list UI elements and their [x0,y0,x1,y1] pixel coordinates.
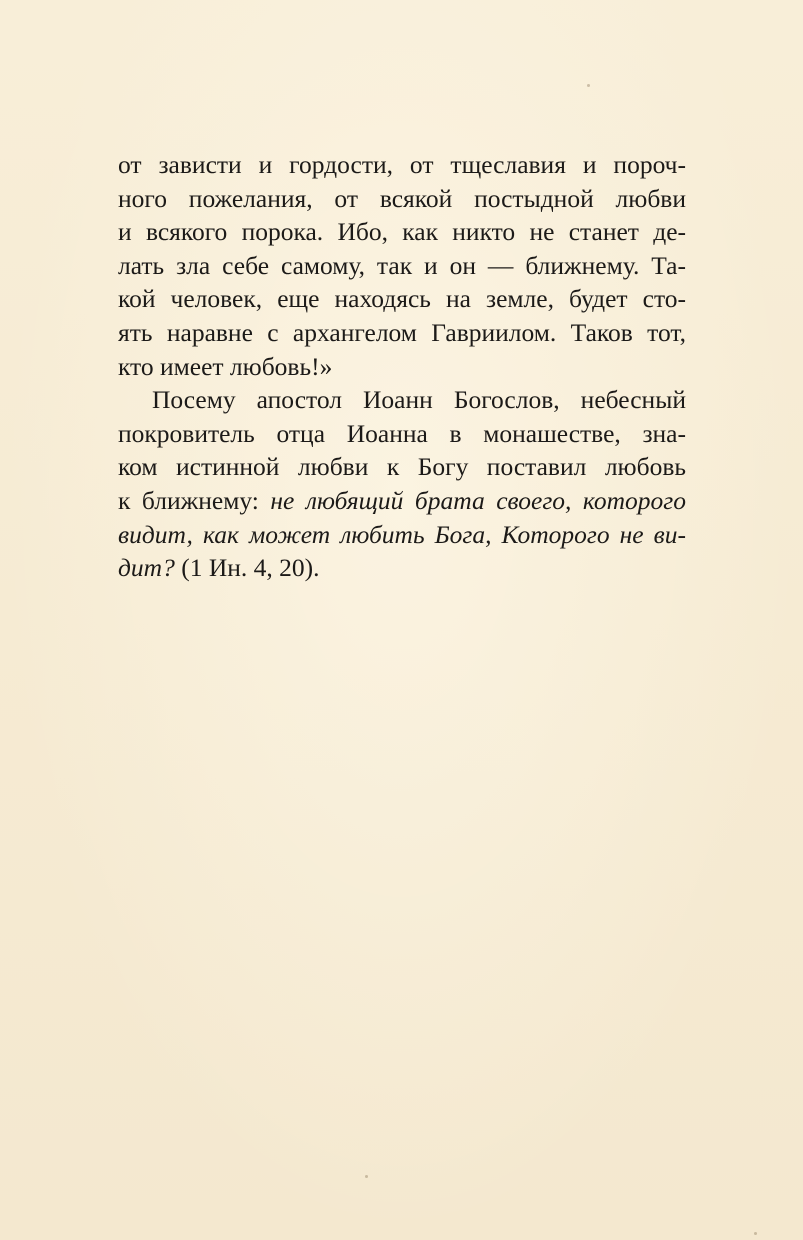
text-span: лать зла себе самому, так и он — ближнему. Та- [118,250,686,280]
text-span: кто имеет любовь!» [118,351,333,381]
italic-quote-text: видит, как может любить Бога, Которого не ви- [118,519,686,549]
text-line [118,450,686,484]
text-span: ять наравне с архангелом Гавриилом. Таков тот, [118,317,686,347]
text-span: Посему апостол Иоанн Богослов, небесный [152,385,686,415]
text-line [118,383,686,417]
text-line [118,551,686,585]
body-text [118,148,686,585]
italic-quote-text: не любящий брата своего, которого [270,485,686,515]
text-line [118,249,686,283]
italic-quote-text: дит? [118,553,175,583]
text-span: кой человек, еще находясь на земле, будет сто- [118,284,686,314]
text-line [118,215,686,249]
text-span: покровитель отца Иоанна в монашестве, зна- [118,418,686,448]
text-line [118,148,686,182]
text-span: (1 Ин. 4, 20). [174,553,320,583]
text-span: к ближнему: [118,485,271,515]
text-span: от зависти и гордости, от тщеславия и пороч- [118,150,686,179]
text-line [118,417,686,451]
text-line [118,350,686,384]
text-span: ного пожелания, от всякой постыдной любви [118,183,686,213]
paper-speck [365,1175,368,1178]
text-line [118,518,686,552]
paper-speck [754,1232,757,1235]
text-span: ком истинной любви к Богу поставил любовь [118,452,686,482]
text-line [118,282,686,316]
paper-speck [587,84,590,87]
text-span: и всякого порока. Ибо, как никто не станет де- [118,217,686,247]
text-line [118,484,686,518]
text-line [118,182,686,216]
text-line [118,316,686,350]
